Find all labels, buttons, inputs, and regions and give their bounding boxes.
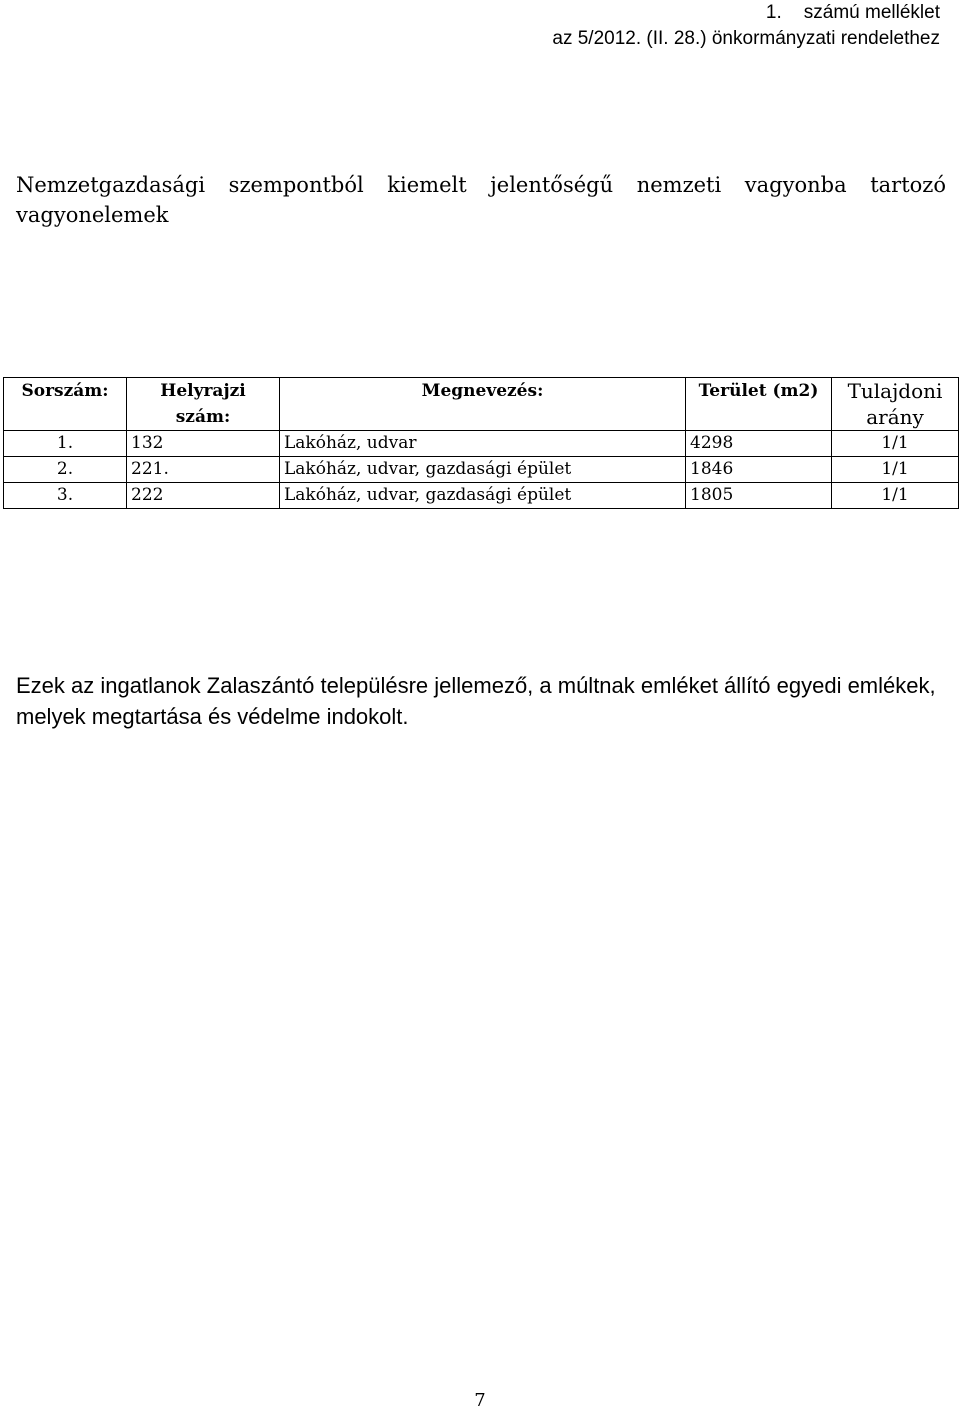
header-ratio: Tulajdoni arány <box>832 378 959 431</box>
header-serial: Sorszám: <box>4 378 127 431</box>
cell-ratio: 1/1 <box>832 431 959 457</box>
cell-area: 1805 <box>686 483 832 509</box>
closing-paragraph: Ezek az ingatlanok Zalaszántó településre jellemező, a múltnak emléket állító egyedi emlékek, melyek megtartása és védelme indokolt. <box>16 673 936 729</box>
annex-regulation: az 5/2012. (II. 28.) önkormányzati rendelethez <box>552 28 940 49</box>
cell-serial: 3. <box>4 483 127 509</box>
annex-header <box>552 0 940 52</box>
cell-name: Lakóház, udvar, gazdasági épület <box>280 457 686 483</box>
cell-ratio: 1/1 <box>832 457 959 483</box>
table-row <box>4 431 959 457</box>
cell-ratio: 1/1 <box>832 483 959 509</box>
page-number: 7 <box>474 1390 486 1411</box>
cell-parcel: 132 <box>127 431 280 457</box>
asset-table <box>3 377 959 509</box>
header-name: Megnevezés: <box>280 378 686 431</box>
cell-parcel: 222 <box>127 483 280 509</box>
annex-number: 1. <box>765 2 782 23</box>
document-title: Nemzetgazdasági szempontból kiemelt jelentőségű nemzeti vagyonba tartozó vagyonelemek <box>16 173 946 227</box>
table-row <box>4 457 959 483</box>
cell-area: 4298 <box>686 431 832 457</box>
cell-name: Lakóház, udvar, gazdasági épület <box>280 483 686 509</box>
header-parcel: Helyrajzi szám: <box>127 378 280 431</box>
cell-serial: 2. <box>4 457 127 483</box>
cell-parcel: 221. <box>127 457 280 483</box>
header-area: Terület (m2) <box>686 378 832 431</box>
annex-label: számú melléklet <box>803 2 940 23</box>
cell-name: Lakóház, udvar <box>280 431 686 457</box>
cell-area: 1846 <box>686 457 832 483</box>
table-header-row <box>4 378 959 431</box>
table-row <box>4 483 959 509</box>
cell-serial: 1. <box>4 431 127 457</box>
